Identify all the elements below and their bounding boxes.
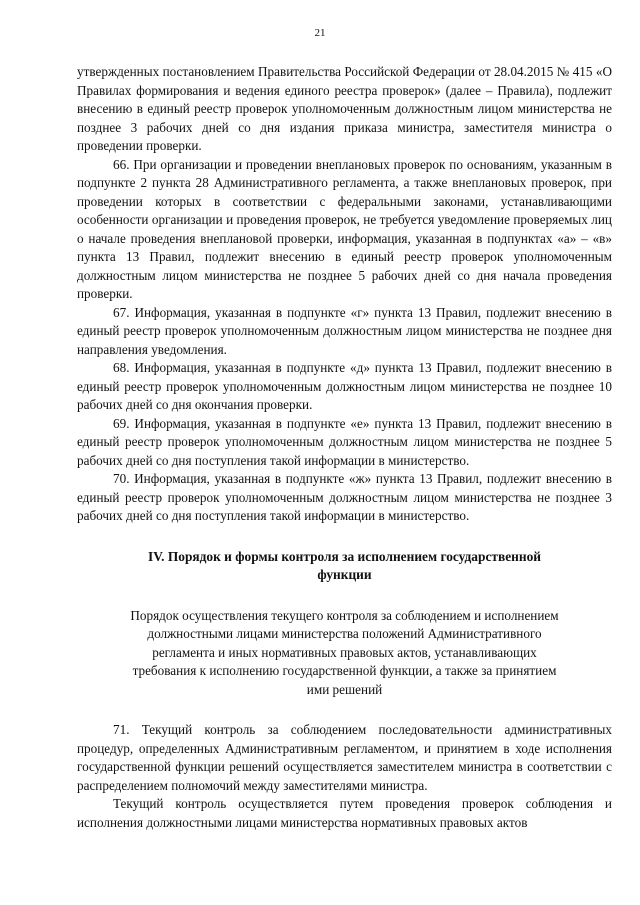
paragraph-current-control: Текущий контроль осуществляется путем проведения проверок соблюдения и исполнения должностными лицами министерства нормативных правовых актов bbox=[77, 796, 612, 830]
paragraph-continuation: утвержденных постановлением Правительства Российской Федерации от 28.04.2015 № 415 «О Правилах формирования и ведения единого реестра проверок» (далее – Правила), подлежит внесению в единый реестр проверок уполномоченным должностным лицом министерства не позднее 3 рабочих дней со дня издания приказа министра, заместителя министра о проведении проверки. bbox=[77, 64, 612, 153]
paragraph-71: 71. Текущий контроль за соблюдением последовательности административных процедур, определенных Административным регламентом, и принятием в ходе исполнения государственной функции решений осуществляется заместителем министра в соответствии с распределением полномочий между заместителями министра. bbox=[77, 722, 612, 793]
paragraph-66: 66. При организации и проведении внеплановых проверок по основаниям, указанным в подпункте 2 пункта 28 Административного регламента, а также внеплановых проверок, при проведении которых в соответствии с федеральными законами, устанавливающими особенности организации и проведения проверок, не требуется уведомление проверяемых лиц о начале проведения внеплановой проверки, информация, указанная в подпунктах «а» – «в» пункта 13 Правил, подлежит внесению в единый реестр проверок уполномоченным должностным лицом министерства не позднее 5 рабочих дней со дня начала проведения проверки. bbox=[77, 156, 612, 301]
sub-heading: Порядок осуществления текущего контроля за соблюдением и исполнением должностными лицами министерства положений Административного регламента и иных нормативных правовых актов, устанавливающих требования к исполнению государственной функции, а также за принятием ими решений bbox=[130, 607, 559, 697]
section-heading: IV. Порядок и формы контроля за исполнением государственной функции bbox=[148, 548, 541, 582]
paragraph-70: 70. Информация, указанная в подпункте «ж» пункта 13 Правил, подлежит внесению в единый реестр проверок уполномоченным должностным лицом министерства не позднее 3 рабочих дней со дня поступления такой информации в министерство. bbox=[77, 471, 612, 523]
paragraph-68: 68. Информация, указанная в подпункте «д» пункта 13 Правил, подлежит внесению в единый реестр проверок уполномоченным должностным лицом министерства не позднее 10 рабочих дней со дня окончания проверки. bbox=[77, 360, 612, 412]
page-number: 21 bbox=[314, 27, 326, 39]
document-body bbox=[77, 63, 612, 832]
paragraph-67: 67. Информация, указанная в подпункте «г» пункта 13 Правил, подлежит внесению в единый реестр проверок уполномоченным должностным лицом министерства не позднее дня направления уведомления. bbox=[77, 304, 612, 357]
paragraph-69: 69. Информация, указанная в подпункте «е» пункта 13 Правил, подлежит внесению в единый реестр проверок уполномоченным должностным лицом министерства не позднее 5 рабочих дней со дня поступления такой информации в министерство. bbox=[77, 415, 612, 468]
